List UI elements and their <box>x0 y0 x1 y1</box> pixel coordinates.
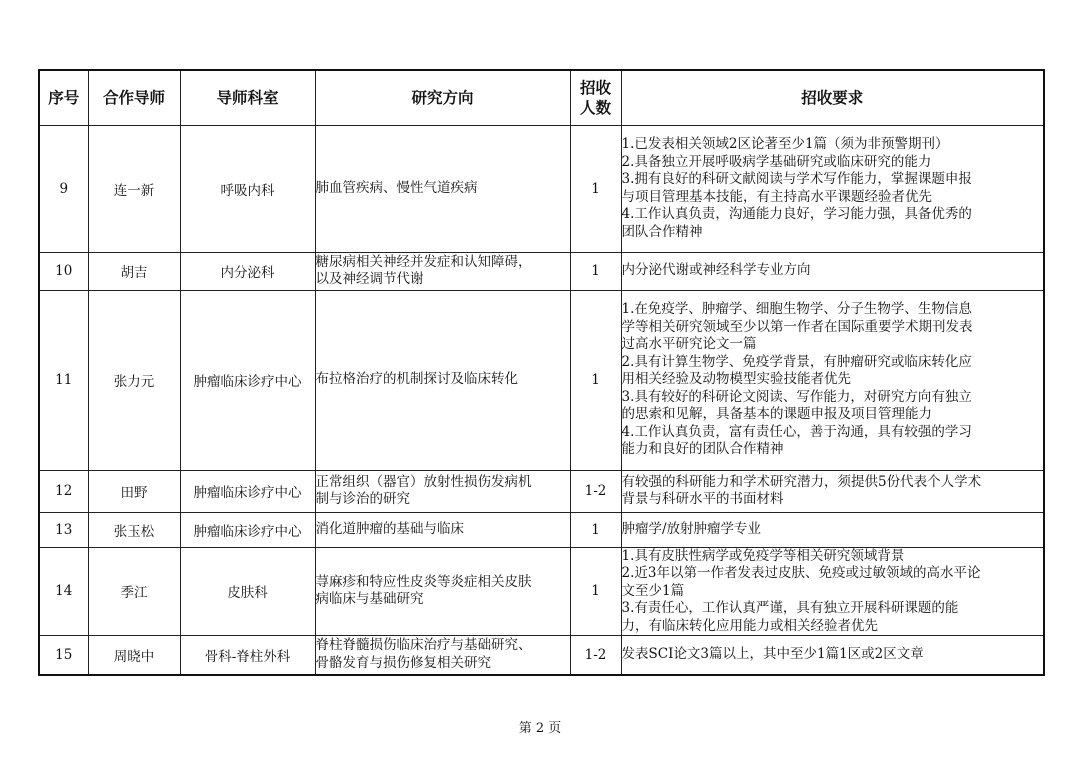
row-research <box>315 512 570 547</box>
row-research <box>315 290 570 470</box>
row-requirements-line: 文至少1篇 <box>621 582 685 599</box>
header-req: 招收要求 <box>621 70 1044 125</box>
row-requirements-line: 2.具备独立开展呼吸病学基础研究或临床研究的能力 <box>621 153 932 170</box>
table-body <box>39 125 1044 675</box>
row-requirements-line: 1.已发表相关领域2区论著至少1篇（须为非预警期刊） <box>621 136 949 152</box>
row-requirements-line: 4.工作认真负责，沟通能力良好，学习能力强，具备优秀的 <box>621 206 972 222</box>
row-requirements-line: 背景与科研水平的书面材料 <box>621 491 784 507</box>
row-requirements-line: 用相关经验及动物模型实验技能者优先 <box>621 371 851 388</box>
row-requirements-line: 1.在免疫学、肿瘤学、细胞生物学、分子生物学、生物信息 <box>621 301 972 318</box>
row-dept: 肿瘤临床诊疗中心 <box>180 290 315 470</box>
row-dept: 皮肤科 <box>180 547 315 636</box>
table-row <box>39 512 1044 547</box>
row-research <box>315 547 570 636</box>
row-requirements <box>621 470 1044 512</box>
row-research <box>315 636 570 675</box>
row-requirements-line: 过高水平研究论文一篇 <box>621 336 757 353</box>
row-advisor: 连一新 <box>88 125 180 252</box>
row-research-line: 糖尿病相关神经并发症和认知障碍， <box>315 253 532 270</box>
row-advisor: 张玉松 <box>88 512 180 547</box>
row-requirements-line: 团队合作精神 <box>621 223 703 240</box>
row-no: 12 <box>39 470 88 512</box>
row-advisor: 季江 <box>88 547 180 636</box>
row-research-line: 布拉格治疗的机制探讨及临床转化 <box>315 371 518 388</box>
row-no: 10 <box>39 252 88 290</box>
row-requirements <box>621 547 1044 636</box>
row-requirements-line: 2.近3年以第一作者发表过皮肤、免疫或过敏领域的高水平论 <box>621 565 981 581</box>
row-dept: 肿瘤临床诊疗中心 <box>180 512 315 547</box>
header-advisor: 合作导师 <box>88 70 180 125</box>
row-requirements-line: 3.有责任心，工作认真严谨，具有独立开展科研课题的能 <box>621 600 959 616</box>
row-requirements-line: 力，有临床转化应用能力或相关经验者优先 <box>621 617 878 634</box>
row-research <box>315 252 570 290</box>
row-advisor: 田野 <box>88 470 180 512</box>
header-row <box>39 70 1044 125</box>
advisor-table <box>38 69 1045 676</box>
row-requirements-line: 的思索和见解，具备基本的课题申报及项目管理能力 <box>621 406 932 423</box>
row-research <box>315 470 570 512</box>
row-requirements-line: 1.具有皮肤性病学或免疫学等相关研究领域背景 <box>621 547 905 564</box>
row-no: 14 <box>39 547 88 636</box>
header-quota-line1: 招收 <box>579 78 611 97</box>
row-quota: 1 <box>570 512 621 547</box>
row-requirements-line: 发表SCI论文3篇以上，其中至少1篇1区或2区文章 <box>621 646 924 662</box>
row-research-line: 消化道肿瘤的基础与临床 <box>315 520 464 537</box>
row-advisor: 胡吉 <box>88 252 180 290</box>
row-quota: 1 <box>570 290 621 470</box>
page-footer: 第 2 页 <box>518 721 562 736</box>
row-requirements-line: 3.拥有良好的科研文献阅读与学术写作能力，掌握课题申报 <box>621 171 972 187</box>
table-row <box>39 252 1044 290</box>
row-dept: 呼吸内科 <box>180 125 315 252</box>
header-quota-line2: 人数 <box>579 98 611 117</box>
row-requirements-line: 2.具有计算生物学、免疫学背景，有肿瘤研究或临床转化应 <box>621 353 972 370</box>
table-row <box>39 470 1044 512</box>
row-no: 9 <box>39 125 88 252</box>
table-row <box>39 547 1044 636</box>
row-requirements-line: 4.工作认真负责，富有责任心，善于沟通，具有较强的学习 <box>621 423 972 440</box>
header-quota <box>570 70 621 125</box>
row-quota: 1 <box>570 547 621 636</box>
row-requirements-line: 学等相关研究领域至少以第一作者在国际重要学术期刊发表 <box>621 318 973 335</box>
row-research-line: 荨麻疹和特应性皮炎等炎症相关皮肤 <box>315 573 532 590</box>
row-research-line: 脊柱脊髓损伤临床治疗与基础研究、 <box>315 637 532 654</box>
table-row <box>39 290 1044 470</box>
row-requirements-line: 3.具有较好的科研论文阅读、写作能力，对研究方向有独立 <box>621 388 972 405</box>
row-quota: 1-2 <box>570 470 621 512</box>
row-research-line: 以及神经调节代谢 <box>315 271 424 287</box>
row-research-line: 制与诊治的研究 <box>315 491 410 507</box>
row-no: 15 <box>39 636 88 675</box>
row-research-line: 病临床与基础研究 <box>315 591 424 608</box>
row-no: 11 <box>39 290 88 470</box>
table-row <box>39 125 1044 252</box>
row-requirements-line: 与项目管理基本技能，有主持高水平课题经验者优先 <box>621 188 932 205</box>
row-requirements <box>621 290 1044 470</box>
row-dept: 内分泌科 <box>180 252 315 290</box>
table-row <box>39 636 1044 675</box>
row-research <box>315 125 570 252</box>
row-requirements-line: 有较强的科研能力和学术研究潜力，须提供5份代表个人学术 <box>621 473 982 490</box>
row-advisor: 周晓中 <box>88 636 180 675</box>
row-requirements <box>621 252 1044 290</box>
row-requirements <box>621 512 1044 547</box>
header-dept: 导师科室 <box>180 70 315 125</box>
row-dept: 骨科-脊柱外科 <box>180 636 315 675</box>
row-research-line: 正常组织（器官）放射性损伤发病机 <box>315 473 532 490</box>
header-no: 序号 <box>39 70 88 125</box>
header-research: 研究方向 <box>315 70 570 125</box>
row-requirements <box>621 636 1044 675</box>
row-research-line: 肺血管疾病、慢性气道疾病 <box>315 179 478 196</box>
row-dept: 肿瘤临床诊疗中心 <box>180 470 315 512</box>
row-quota: 1 <box>570 125 621 252</box>
row-requirements <box>621 125 1044 252</box>
row-no: 13 <box>39 512 88 547</box>
row-requirements-line: 内分泌代谢或神经科学专业方向 <box>621 262 811 279</box>
row-quota: 1 <box>570 252 621 290</box>
row-requirements-line: 能力和良好的团队合作精神 <box>621 441 784 458</box>
row-advisor: 张力元 <box>88 290 180 470</box>
row-requirements-line: 肿瘤学/放射肿瘤学专业 <box>621 520 762 537</box>
row-quota: 1-2 <box>570 636 621 675</box>
row-research-line: 骨骼发育与损伤修复相关研究 <box>315 654 491 671</box>
